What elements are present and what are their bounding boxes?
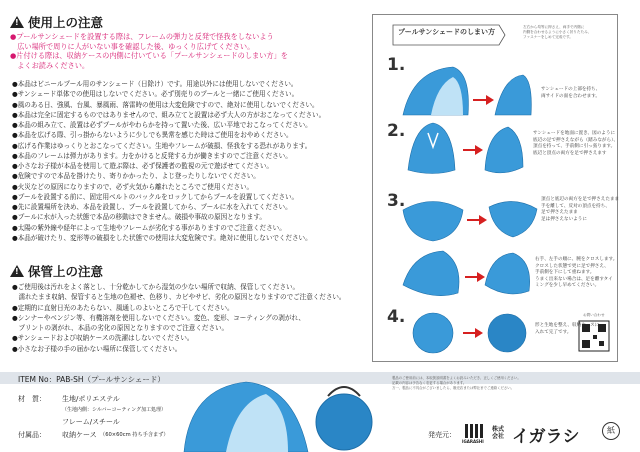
material-value: 生地/ポリエステル bbox=[62, 395, 120, 403]
usage-item: ●プールに水が入った状態で本品の移動はできません。破損や事故の原因となります。 bbox=[12, 213, 266, 222]
accessory-value: 収納ケース bbox=[62, 431, 97, 439]
seller-label: 発売元： bbox=[428, 431, 456, 439]
disclaimer-line: 製品のご使用前には、本取扱説明書をよくお読みいただき、正しくご使用ください。 bbox=[392, 376, 521, 380]
folding-intro bbox=[523, 25, 592, 41]
storage-item: プリントの剥がれ、本品の劣化の原因となりますのでご注意ください。 bbox=[12, 324, 229, 332]
step-text bbox=[541, 197, 619, 223]
shade-cross bbox=[403, 251, 459, 296]
notice-line: よくお読みください。 bbox=[10, 60, 90, 70]
step-line: 足で押さえたまま bbox=[541, 210, 578, 216]
usage-item: ●広げる作業はゆっくりとおこなってください。生地やフレームが破損、怪我をする恐れがあります。 bbox=[12, 141, 312, 150]
usage-item: ●火災などの原因になりますので、必ず火気から離れたところでご使用ください。 bbox=[12, 182, 254, 191]
arrow-head-icon bbox=[475, 145, 483, 155]
step-line: サンシェードを地面に置き、図のように bbox=[533, 131, 616, 136]
storage-bag bbox=[488, 314, 526, 352]
usage-item: ●危険ですので本品を掛けたり、寄りかかったり、よじ登ったりしないでください。 bbox=[12, 172, 260, 181]
step-line: 両サイドの面を合わせます。 bbox=[541, 93, 601, 99]
paper-recycle-icon: 紙 bbox=[602, 422, 620, 440]
step-line: 頂点を持って、手前側に引っ張ります。 bbox=[533, 144, 616, 150]
step-line: 底辺の足で押さえながら（踏みながら）、 bbox=[533, 137, 618, 143]
step-text bbox=[535, 323, 599, 336]
step-line: 入れて完了です。 bbox=[535, 329, 572, 335]
inquiry-label: お問い合わせ bbox=[583, 313, 605, 317]
usage-item: ●太陽の紫外線や経年によって生地やフレームが劣化する事がありますのでご注意ください。 bbox=[12, 223, 286, 232]
brand-en: IGARASHI bbox=[462, 439, 484, 444]
storage-item: 濡れたまま収納、保管すると生地の色褪せ、色移り、カビやサビ、劣化の原因となりますのでご注意ください。 bbox=[12, 293, 346, 302]
notice-line: ●片付ける際は、収納ケースの内側に付いている「プールサンシェードのしまい方」を bbox=[10, 51, 288, 61]
shade-step3b bbox=[489, 201, 537, 237]
step-line: 形と生地を整え、収納ケースに bbox=[535, 323, 600, 328]
storage-item: ●ご使用後は汚れをよく落とし、十分乾かしてから湿気の少ない場所で収納、保管してください。 bbox=[12, 283, 300, 291]
step-line: 右手、左手の順に、腕をクロスします。 bbox=[535, 257, 618, 262]
material-note: （生地内側：シルバーコーティング加工処理） bbox=[62, 407, 167, 413]
step-line: ミングを少し早めてください。 bbox=[535, 283, 600, 289]
intro-line: 内側を合わせるように小さく折りたたみ、 bbox=[523, 30, 592, 35]
disclaimer bbox=[392, 376, 521, 391]
usage-item: ●サンシェード単体での使用はしないでください。必ず別売りのプールと一緒にご使用ください。 bbox=[12, 90, 299, 99]
step-line: 底辺と頂点の両方を足で押さえます bbox=[533, 150, 607, 156]
item-number: ITEM No：PAB-SH（プールサンシェード） bbox=[18, 375, 165, 384]
step-line: サンシェードの上部を持ち、 bbox=[541, 87, 601, 92]
step-number: 2. bbox=[387, 121, 406, 141]
usage-title: 使用上の注意 bbox=[28, 15, 104, 30]
step-line: うまく出来ない場合は、足を離すタイ bbox=[535, 276, 613, 282]
arrow-head-icon bbox=[486, 95, 494, 105]
step-line: 手前側を下にして重ねます。 bbox=[535, 270, 595, 276]
step-text bbox=[535, 257, 617, 290]
storage-bag-photo bbox=[316, 394, 372, 450]
usage-notices bbox=[10, 32, 288, 70]
usage-header bbox=[10, 13, 103, 31]
warning-icon bbox=[10, 265, 24, 277]
disclaimer-line: 万一、製品に不具合がございましたら、販売店または弊社までご連絡ください。 bbox=[392, 386, 515, 390]
usage-list bbox=[12, 79, 367, 243]
step-line: 手を離して、反対の頂点を持ち、 bbox=[541, 203, 610, 209]
usage-item: ●本品のフレームは弾力があります。力をかけると反発する力が働きますのでご注意ください。 bbox=[12, 151, 292, 160]
storage-list bbox=[12, 282, 367, 354]
usage-item: ●本品を広げる際、引っ掛からないように少しでも異常を感じた時はご使用をおやめください。 bbox=[12, 131, 293, 140]
step-number: 1. bbox=[387, 55, 406, 75]
product-photos bbox=[176, 374, 386, 452]
folding-panel bbox=[372, 14, 618, 362]
storage-item: ●定期的に直射日光のあたらない、風通しのよいところで干してください。 bbox=[12, 303, 234, 312]
notice-line: 広い場所で周りに人がいない事を確認した後、ゆっくり広げてください。 bbox=[10, 41, 255, 51]
folded-shade bbox=[413, 313, 453, 353]
disclaimer-line: 記載の内容は予告なく変更する場合があります。 bbox=[392, 381, 467, 385]
usage-item: ●本品はビニールプール用のサンシェード（日除け）です。用途以外には使用しないでください。 bbox=[12, 80, 298, 88]
folding-illustrations bbox=[373, 15, 620, 361]
shade-step2 bbox=[408, 123, 455, 174]
igarashi-logo-icon bbox=[465, 424, 485, 438]
usage-item: ●本品の組み立て、設置は必ずプールがやわらかを持って置いた後、広い平地でおこなってください。 bbox=[12, 121, 312, 129]
shade-folded bbox=[495, 75, 531, 115]
usage-item: ●プールを設置する前に、固定用ベルトのバックルをロックしてからプールを設置してください。 bbox=[12, 192, 299, 201]
material-label: 材 質： bbox=[18, 395, 46, 403]
step-text bbox=[541, 87, 600, 100]
step-number: 3. bbox=[387, 191, 406, 211]
shade-cross-b bbox=[485, 253, 530, 294]
company-kind: 株式会社 bbox=[492, 426, 505, 440]
product-footer bbox=[0, 372, 640, 452]
usage-item: ●本品が破けたり、変形等の破損をした状態での使用は大変危険です。絶対に使用しないでください。 bbox=[12, 233, 312, 242]
intro-line: 左右から均等に押さえ、両手で内側に bbox=[523, 25, 585, 29]
storage-header bbox=[10, 262, 103, 280]
storage-item: ●シンナーやベンジン等、有機溶剤を使用しないでください。変色、変形、コーティングの剥がれ、 bbox=[12, 313, 305, 322]
usage-item: ●小さなお子様が本品を使用して遊ぶ際は、必ず保護者の監視の元で遊ばせてください。 bbox=[12, 162, 273, 170]
shade-step3 bbox=[403, 202, 463, 242]
folding-title: プールサンシェードのしまい方 bbox=[398, 28, 495, 36]
arrow-head-icon bbox=[475, 328, 483, 338]
usage-item: ●風のある日、強風、台風、暴風雨、落雷時の使用は大変危険ですので、絶対に使用しないでください。 bbox=[12, 100, 319, 109]
notice-line: ●プールサンシェードを設置する際は、フレームの弾力と反発で怪我をしないよう bbox=[10, 32, 274, 41]
arrow-head-icon bbox=[479, 215, 487, 225]
step-line: クロスした状態で更に足で押さえ、 bbox=[535, 263, 609, 269]
step-text bbox=[533, 131, 618, 157]
storage-item: ●小さなお子様の手の届かない場所に保管してください。 bbox=[12, 344, 182, 353]
frame-value: フレーム/スチール bbox=[62, 418, 120, 426]
storage-title: 保管上の注意 bbox=[28, 264, 104, 279]
arrow-head-icon bbox=[477, 272, 485, 282]
step-line: 足は押さえないように bbox=[541, 216, 587, 222]
warning-icon bbox=[10, 16, 24, 28]
usage-item: ●本品は完全に固定するものではありませんので、組み立てと設置は必ず大人の方がおこなってください。 bbox=[12, 110, 326, 119]
step-number: 4. bbox=[387, 307, 406, 327]
storage-item: ●サンシェードおよび収納ケースの洗濯はしないでください。 bbox=[12, 334, 194, 343]
shade-step2b bbox=[485, 127, 523, 173]
intro-line: ファスナーをしめて完成です。 bbox=[523, 35, 573, 40]
accessory-note: （60×60cm 持ち手含まず） bbox=[100, 432, 169, 438]
accessory-label: 付属品： bbox=[18, 431, 46, 439]
company-name: イガラシ bbox=[512, 427, 580, 447]
usage-item: ●先に設置場所を決め、本品を設置し、プールを設置してから、プールに水を入れてください。 bbox=[12, 203, 292, 211]
step-line: 頂点と底辺の両方を足で押さえたまま bbox=[541, 197, 620, 202]
